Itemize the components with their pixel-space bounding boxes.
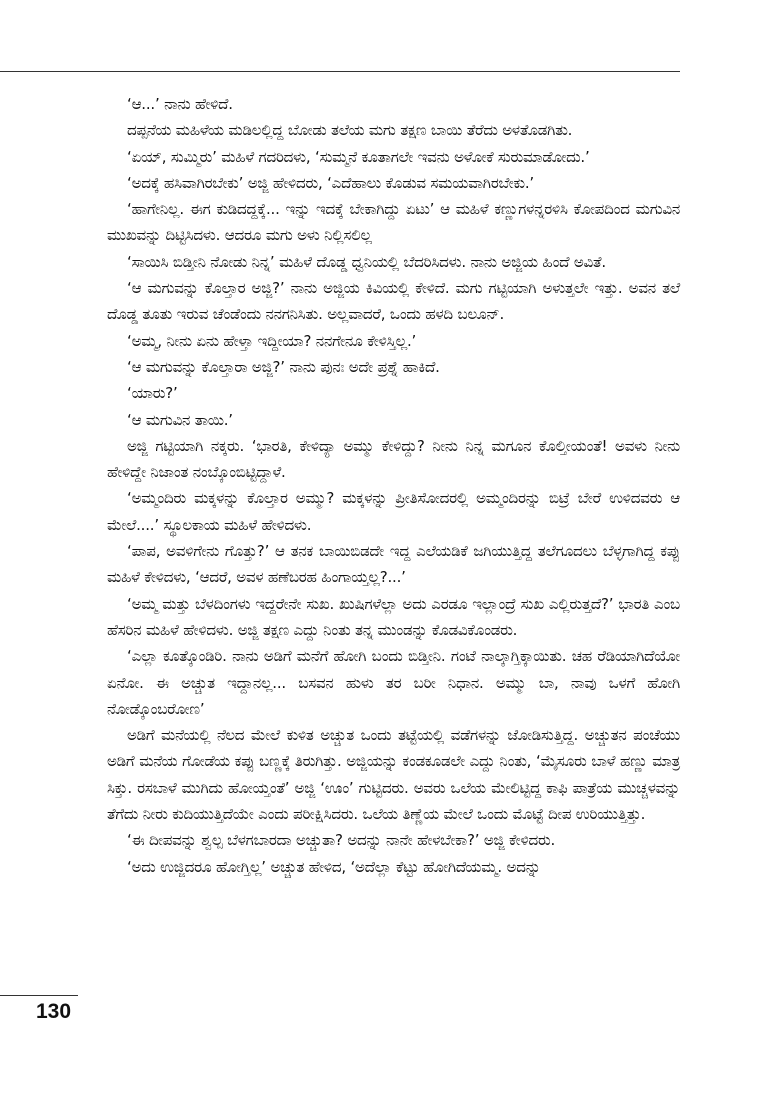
paragraph: ‘ಎಲ್ಲಾ ಕೂತ್ಕೊಂಡಿರಿ. ನಾನು ಅಡಿಗೆ ಮನೆಗೆ ಹೋಗಿ ಬಂದು ಬಿಡ್ತೀನಿ. ಗಂಟೆ ನಾಲ್ಕಾಗ್ತಿಕ್ಕಾಯಿತು. ಚಹ ರೆಡಿಯಾಗಿದೆಯೋ ಏನೋ. ಈ ಅಚ್ಚುತ ಇದ್ದಾನಲ್ಲ... ಬಸವನ ಹುಳು ತರ ಬರೀ ನಿಧಾನ. ಅಮ್ಮು ಬಾ, ನಾವು ಒಳಗೆ ಹೋಗಿ ನೋಡ್ಕೊಂಬರೋಣ’ [107, 647, 680, 718]
paragraph: ‘ಆ ಮಗುವನ್ನು ಕೊಲ್ತಾರಾ ಅಜ್ಜಿ?’ ನಾನು ಪುನಃ ಅದೇ ಪ್ರಶ್ನೆ ಹಾಕಿದೆ. [127, 357, 440, 376]
top-rule [0, 71, 680, 72]
paragraph: ‘ಆ ಮಗುವನ್ನು ಕೊಲ್ತಾರ ಅಜ್ಜಿ?’ ನಾನು ಅಜ್ಜಿಯ ಕಿವಿಯಲ್ಲಿ ಕೇಳಿದೆ. ಮಗು ಗಟ್ಟಿಯಾಗಿ ಅಳುತ್ತಲೇ ಇತ್ತು. ಅವನ ತಲೆ ದೊಡ್ಡ ತೂತು ಇರುವ ಚೆಂಡೆಂದು ನನಗನಿಸಿತು. ಅಲ್ಲವಾದರೆ, ಒಂದು ಹಳದಿ ಬಲೂನ್. [107, 279, 680, 324]
paragraph: ‘ಅಮ್ಮಂದಿರು ಮಕ್ಕಳನ್ನು ಕೊಲ್ತಾರ ಅಮ್ಮು? ಮಕ್ಕಳನ್ನು ಪ್ರೀತಿಸೋದರಲ್ಲಿ ಅಮ್ಮಂದಿರನ್ನು ಬಿಟ್ರೆ ಬೇರೆ ಉಳಿದವರು ಆ ಮೇಲೆ....’ ಸ್ಥೂಲಕಾಯ ಮಹಿಳೆ ಹೇಳಿದಳು. [107, 489, 680, 534]
paragraph: ‘ಹಾಗೇನಿಲ್ಲ. ಈಗ ಕುಡಿದದ್ದಕ್ಕೆ... ಇನ್ನು ಇದಕ್ಕೆ ಬೇಕಾಗಿದ್ದು ಏಟು’ ಆ ಮಹಿಳೆ ಕಣ್ಣುಗಳನ್ನರಳಿಸಿ ಕೋಪದಿಂದ ಮಗುವಿನ ಮುಖವನ್ನು ದಿಟ್ಟಿಸಿದಳು. ಆದರೂ ಮಗು ಅಳು ನಿಲ್ಲಿಸಲಿಲ್ಲ [107, 200, 680, 245]
page-number: 130 [36, 1000, 72, 1023]
paragraph: ‘ಅದಕ್ಕೆ ಹಸಿವಾಗಿರಬೇಕು’ ಅಜ್ಜಿ ಹೇಳಿದರು, ‘ಎದೆಹಾಲು ಕೊಡುವ ಸಮಯವಾಗಿರಬೇಕು.’ [127, 173, 534, 192]
paragraph: ಅಡಿಗೆ ಮನೆಯಲ್ಲಿ ನೆಲದ ಮೇಲೆ ಕುಳಿತ ಅಚ್ಚುತ ಒಂದು ತಟ್ಟೆಯಲ್ಲಿ ವಡೆಗಳನ್ನು ಜೋಡಿಸುತ್ತಿದ್ದ. ಅಚ್ಚುತನ ಪಂಚೆಯು ಅಡಿಗೆ ಮನೆಯ ಗೋಡೆಯ ಕಪ್ಪು ಬಣ್ಣಕ್ಕೆ ತಿರುಗಿತ್ತು. ಅಜ್ಜಿಯನ್ನು ಕಂಡಕೂಡಲೇ ಎದ್ದು ನಿಂತು, ‘ಮೈಸೂರು ಬಾಳೆ ಹಣ್ಣು ಮಾತ್ರ ಸಿಕ್ತು. ರಸಬಾಳೆ ಮುಗಿದು ಹೋಯ್ತಂತೆ’ ಅಜ್ಜಿ ‘ಊಂ’ ಗುಟ್ಟಿದರು. ಅವರು ಒಲೆಯ ಮೇಲಿಟ್ಟಿದ್ದ ಕಾಫಿ ಪಾತ್ರೆಯ ಮುಚ್ಚಳವನ್ನು ತೆಗೆದು ನೀರು ಕುದಿಯುತ್ತಿದೆಯೇ ಎಂದು ಪರೀಕ್ಷಿಸಿದರು. ಒಲೆಯ ತಿಣ್ಣೆಯ ಮೇಲೆ ಒಂದು ಮೊಟ್ಟೆ ದೀಪ ಉರಿಯುತ್ತಿತ್ತು. [107, 726, 680, 824]
footer-rule [0, 995, 78, 996]
paragraph: ‘ಅಮ್ಮ ಮತ್ತು ಬೆಳದಿಂಗಳು ಇದ್ದರೇನೇ ಸುಖ. ಖುಷಿಗಳೆಲ್ಲಾ ಅದು ಎರಡೂ ಇಲ್ಲಾಂದ್ರೆ ಸುಖ ಎಲ್ಲಿರುತ್ತದೆ?’ ಭಾರತಿ ಎಂಬ ಹೆಸರಿನ ಮಹಿಳೆ ಹೇಳಿದಳು. ಅಜ್ಜಿ ತಕ್ಷಣ ಎದ್ದು ನಿಂತು ತನ್ನ ಮುಂಡನ್ನು ಕೊಡವಿಕೊಂಡರು. [107, 594, 680, 639]
paragraph: ಅಜ್ಜಿ ಗಟ್ಟಿಯಾಗಿ ನಕ್ಕರು. ‘ಭಾರತಿ, ಕೇಳಿದ್ಯಾ ಅಮ್ಮು ಕೇಳಿದ್ದು? ನೀನು ನಿನ್ನ ಮಗೂನ ಕೊಲ್ತೀಯಂತೆ! ಅವಳು ನೀನು ಹೇಳಿದ್ದೇ ನಿಜಾಂತ ನಂಬ್ಕೊಂಬಿಟ್ಟಿದ್ದಾಳೆ. [107, 436, 680, 482]
paragraph: ‘ಆ...’ ನಾನು ಹೇಳಿದೆ. [127, 95, 233, 113]
paragraph: ‘ಅಮ್ಮ, ನೀನು ಏನು ಹೇಳ್ತಾ ಇದ್ದೀಯಾ? ನನಗೇನೂ ಕೇಳಿಸ್ತಿಲ್ಲ.’ [127, 331, 417, 350]
paragraph: ‘ಅದು ಉಜ್ಜಿದರೂ ಹೋಗ್ತಿಲ್ಲ’ ಅಚ್ಚುತ ಹೇಳಿದ, ‘ಅದೆಲ್ಲಾ ಕೆಟ್ಟು ಹೋಗಿದೆಯಮ್ಮ. ಅದನ್ನು [127, 857, 541, 876]
paragraph: ‘ಈ ದೀಪವನ್ನು ಶ್ವಲ್ಪ ಬೆಳಗಬಾರದಾ ಅಚ್ಚುತಾ? ಅದನ್ನು ನಾನೇ ಹೇಳಬೇಕಾ?’ ಅಜ್ಜಿ ಕೇಳಿದರು. [127, 831, 556, 850]
paragraph: ‘ಪಾಪ, ಅವಳಿಗೇನು ಗೊತ್ತು?’ ಆ ತನಕ ಬಾಯಿಬಿಡದೇ ಇದ್ದ ಎಲೆಯಡಿಕೆ ಜಗಿಯುತ್ತಿದ್ದ ತಲೆಗೂದಲು ಬೆಳ್ಳಗಾಗಿದ್ದ ಕಪ್ಪು ಮಹಿಳೆ ಕೇಳಿದಳು, ‘ಆದರೆ, ಅವಳ ಹಣೆಬರಹ ಹಿಂಗಾಯ್ತಲ್ಲ?...’ [107, 542, 680, 587]
paragraph: ದಪ್ಪನೆಯ ಮಹಿಳೆಯ ಮಡಿಲಲ್ಲಿದ್ದ ಬೋಡು ತಲೆಯ ಮಗು ತಕ್ಷಣ ಬಾಯಿ ತೆರೆದು ಅಳತೊಡಗಿತು. [127, 121, 573, 140]
paragraph: ‘ಆ ಮಗುವಿನ ತಾಯಿ.’ [127, 410, 233, 429]
paragraph: ‘ಏಯ್, ಸುಮ್ಮಿರು’ ಮಹಿಳೆ ಗದರಿದಳು, ‘ಸುಮ್ಮನೆ ಕೂತಾಗಲೇ ಇವನು ಅಳೋಕೆ ಸುರುಮಾಡೋದು.’ [127, 147, 590, 166]
paragraph: ‘ಸಾಯಿಸಿ ಬಿಡ್ತೀನಿ ನೋಡು ನಿನ್ನ’ ಮಹಿಳೆ ದೊಡ್ಡ ಧ್ವನಿಯಲ್ಲಿ ಬೆದರಿಸಿದಳು. ನಾನು ಅಜ್ಜಿಯ ಹಿಂದೆ ಅವಿತೆ. [127, 252, 606, 271]
paragraph: ‘ಯಾರು?’ [127, 384, 178, 403]
body-text [107, 91, 680, 880]
